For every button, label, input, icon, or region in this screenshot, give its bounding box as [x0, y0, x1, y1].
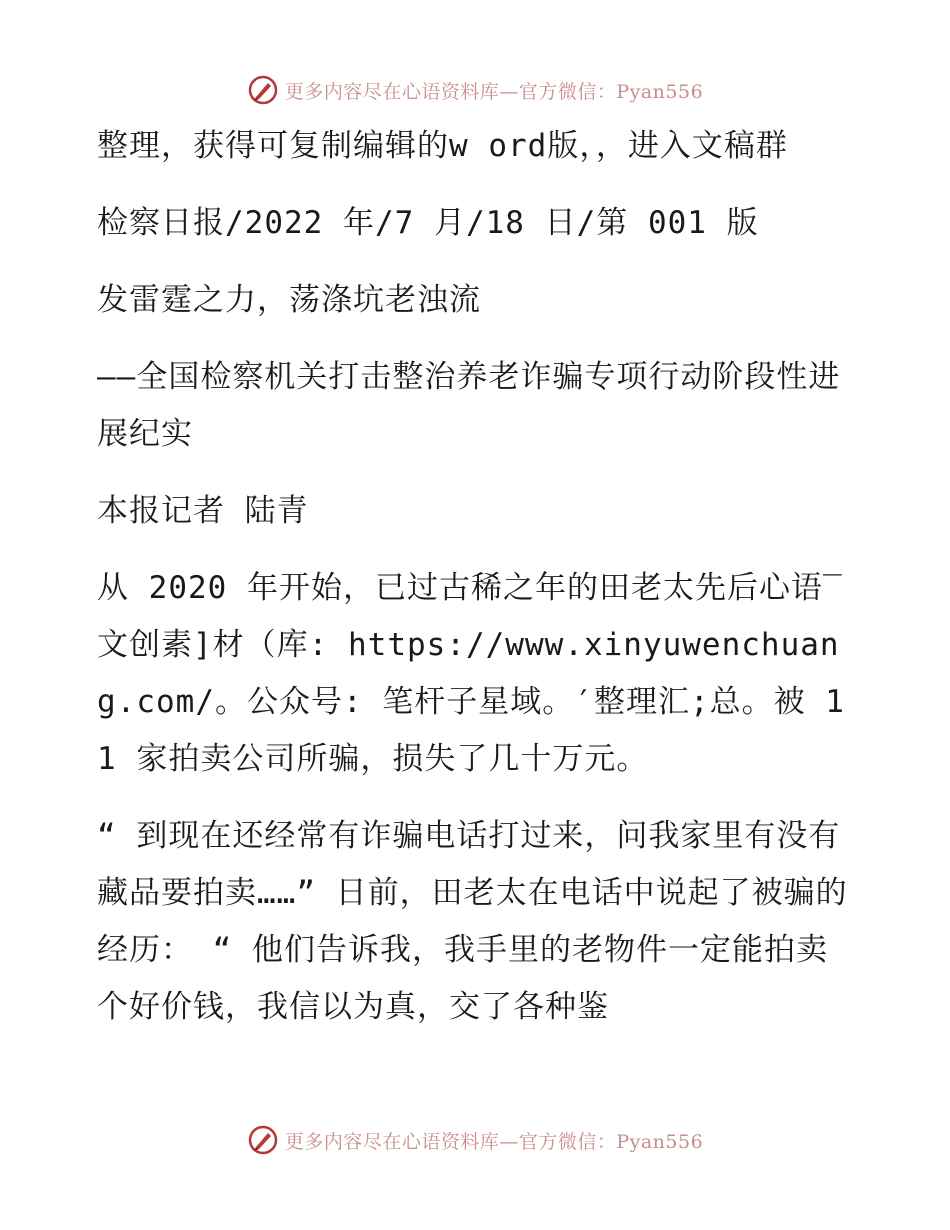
header-watermark	[0, 72, 950, 108]
document-body	[97, 118, 857, 1056]
pen-logo-icon	[247, 74, 279, 106]
pen-logo-icon	[247, 1124, 279, 1156]
article-title: 发雷霆之力，荡涤坑老浊流	[97, 282, 481, 318]
body-paragraph: “ 到现在还经常有诈骗电话打过来，问我家里有没有藏品要拍卖……” 日前，田老太在电话中说起了被骗的经历： “ 他们告诉我，我手里的老物件一定能拍卖个好价钱，我信以为真，交了各种鉴	[97, 818, 848, 1025]
article-subtitle: ——全国检察机关打击整治养老诈骗专项行动阶段性进展纪实	[97, 359, 841, 452]
watermark-text: 更多内容尽在心语资料库—官方微信：Pyan556	[284, 1130, 704, 1153]
paragraph-intro: 整理，获得可复制编辑的w ord版，，进入文稿群	[97, 128, 788, 164]
source-line: 检察日报/2022 年/7 月/18 日/第 001 版	[97, 205, 759, 241]
body-paragraph: 从 2020 年开始，已过古稀之年的田老太先后心语‾文创素]材（库: https://www.xinyuwenchuang.com/。公众号: 笔杆子星域。′整理汇;总。被 11 家拍卖公司所骗，损失了几十万元。	[97, 570, 845, 777]
byline: 本报记者 陆青	[97, 493, 309, 529]
watermark-text: 更多内容尽在心语资料库—官方微信：Pyan556	[284, 80, 704, 103]
footer-watermark	[0, 1122, 950, 1158]
